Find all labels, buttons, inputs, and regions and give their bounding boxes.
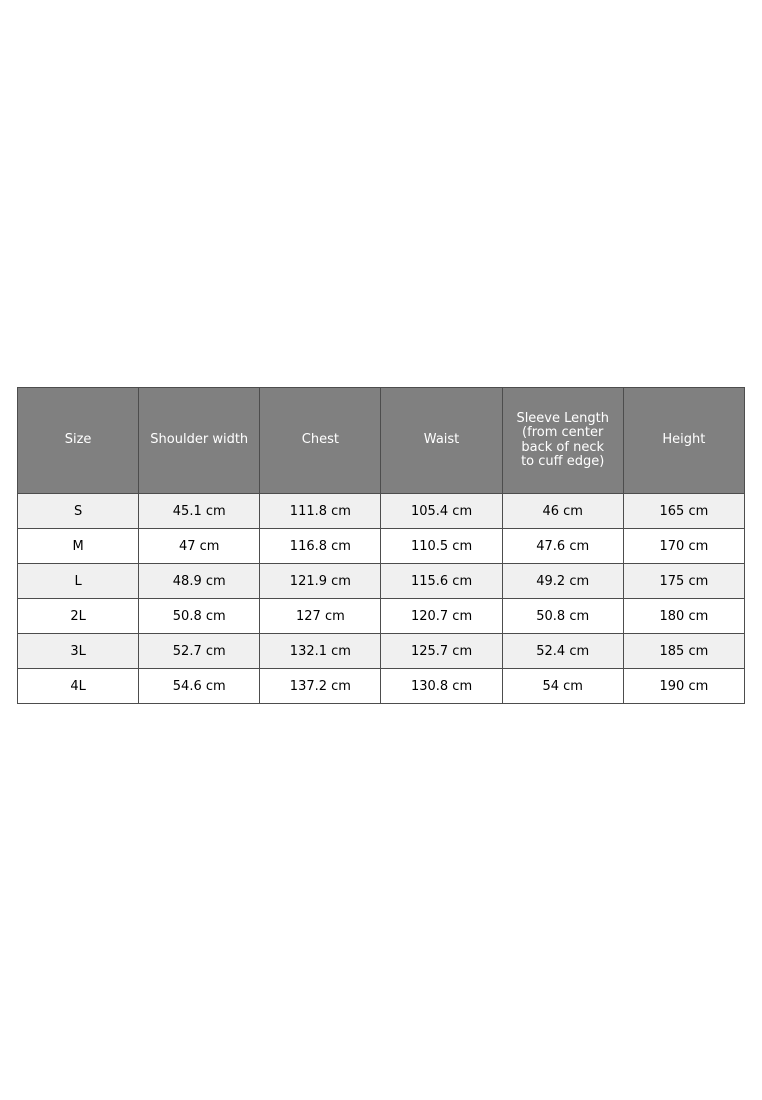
cell-chest: 132.1 cm: [260, 634, 381, 669]
cell-height: 185 cm: [623, 634, 744, 669]
cell-sleeve-length: 54 cm: [502, 669, 623, 704]
cell-height: 180 cm: [623, 599, 744, 634]
cell-waist: 105.4 cm: [381, 494, 502, 529]
table-row: [18, 599, 745, 634]
cell-sleeve-length: 46 cm: [502, 494, 623, 529]
table-row: [18, 669, 745, 704]
header-size: Size: [18, 388, 139, 494]
table-row: [18, 494, 745, 529]
cell-height: 175 cm: [623, 564, 744, 599]
cell-size: S: [18, 494, 139, 529]
cell-shoulder-width: 45.1 cm: [139, 494, 260, 529]
cell-size: 2L: [18, 599, 139, 634]
cell-chest: 116.8 cm: [260, 529, 381, 564]
table-body: [18, 494, 745, 704]
cell-waist: 130.8 cm: [381, 669, 502, 704]
cell-height: 190 cm: [623, 669, 744, 704]
cell-size: 3L: [18, 634, 139, 669]
cell-waist: 120.7 cm: [381, 599, 502, 634]
cell-shoulder-width: 48.9 cm: [139, 564, 260, 599]
table-header-row: [18, 388, 745, 494]
cell-size: M: [18, 529, 139, 564]
header-chest: Chest: [260, 388, 381, 494]
table-row: [18, 529, 745, 564]
cell-waist: 125.7 cm: [381, 634, 502, 669]
cell-shoulder-width: 47 cm: [139, 529, 260, 564]
header-waist: Waist: [381, 388, 502, 494]
header-shoulder-width: Shoulder width: [139, 388, 260, 494]
table-row: [18, 564, 745, 599]
cell-shoulder-width: 52.7 cm: [139, 634, 260, 669]
cell-chest: 137.2 cm: [260, 669, 381, 704]
cell-size: 4L: [18, 669, 139, 704]
cell-height: 170 cm: [623, 529, 744, 564]
cell-height: 165 cm: [623, 494, 744, 529]
cell-sleeve-length: 47.6 cm: [502, 529, 623, 564]
cell-shoulder-width: 54.6 cm: [139, 669, 260, 704]
cell-sleeve-length: 49.2 cm: [502, 564, 623, 599]
table-row: [18, 634, 745, 669]
cell-sleeve-length: 52.4 cm: [502, 634, 623, 669]
header-height: Height: [623, 388, 744, 494]
size-chart-table: [17, 387, 745, 704]
cell-shoulder-width: 50.8 cm: [139, 599, 260, 634]
header-sleeve-length: Sleeve Length (from center back of neck to cuff edge): [502, 388, 623, 494]
cell-sleeve-length: 50.8 cm: [502, 599, 623, 634]
cell-chest: 127 cm: [260, 599, 381, 634]
cell-waist: 115.6 cm: [381, 564, 502, 599]
cell-waist: 110.5 cm: [381, 529, 502, 564]
cell-size: L: [18, 564, 139, 599]
cell-chest: 111.8 cm: [260, 494, 381, 529]
cell-chest: 121.9 cm: [260, 564, 381, 599]
